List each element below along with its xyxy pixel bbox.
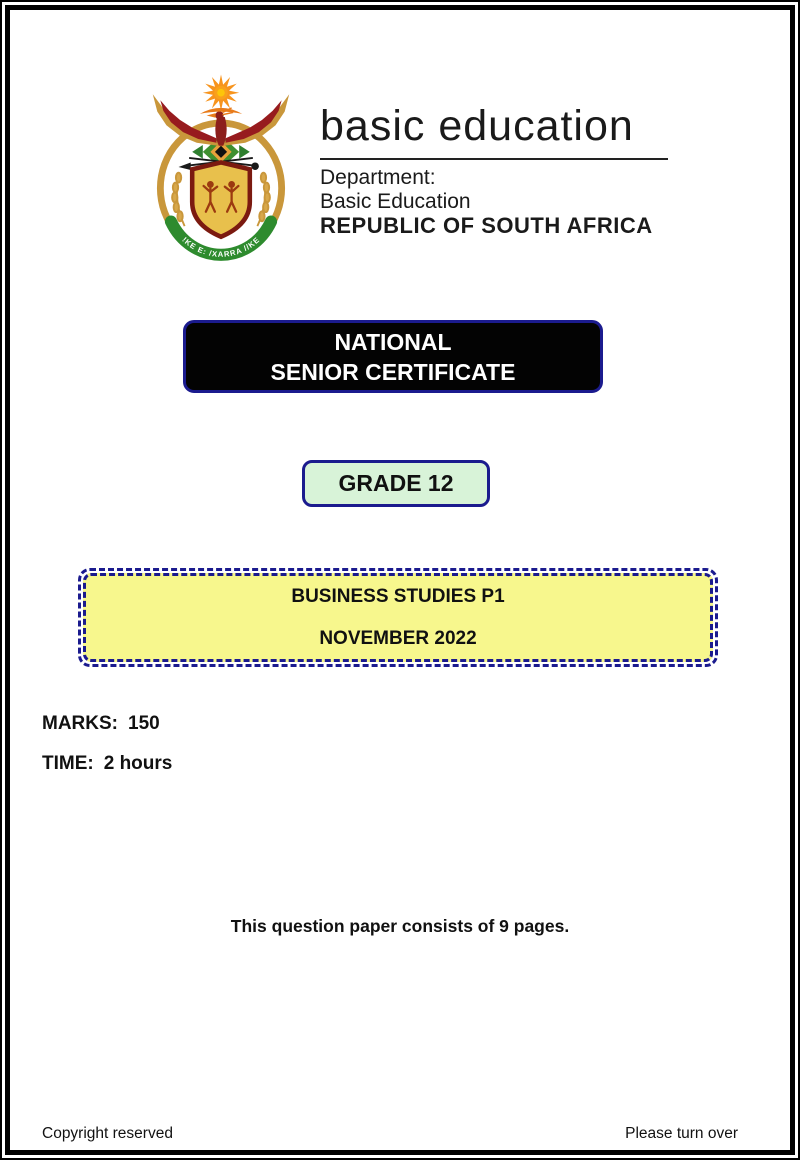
- wordmark: basic education: [320, 102, 634, 150]
- marks-value: 150: [128, 713, 160, 734]
- page-border-inner: [5, 5, 795, 1155]
- certificate-title-line2: SENIOR CERTIFICATE: [270, 358, 516, 385]
- footer-copyright: Copyright reserved: [42, 1125, 173, 1142]
- time-value: 2 hours: [103, 753, 173, 774]
- coat-of-arms-emblem: [145, 73, 297, 261]
- marks-label: MARKS:: [42, 713, 118, 734]
- department-line2: Basic Education: [320, 190, 471, 213]
- subject-banner-inner: [83, 573, 713, 662]
- wordmark-rule: [320, 158, 668, 160]
- time-line: [42, 753, 172, 775]
- logo-text-block: [320, 102, 680, 238]
- department-line3: REPUBLIC OF SOUTH AFRICA: [320, 213, 653, 238]
- sun-icon: [200, 75, 242, 114]
- emblem-motto: !KE E: /XARRA //KE: [180, 235, 262, 259]
- certificate-title-line1: NATIONAL: [334, 328, 452, 355]
- subject-title: BUSINESS STUDIES P1: [291, 585, 505, 607]
- grade-label: GRADE 12: [338, 470, 454, 496]
- shield-icon: [192, 162, 250, 236]
- certificate-title-banner: [183, 320, 603, 393]
- grade-badge: [302, 460, 490, 507]
- department-line1: Department:: [320, 166, 436, 189]
- footer-turn-over: Please turn over: [625, 1125, 738, 1142]
- subject-session: NOVEMBER 2022: [319, 627, 477, 649]
- marks-line: [42, 713, 160, 735]
- page-count-note: This question paper consists of 9 pages.: [230, 916, 570, 936]
- time-label: TIME:: [42, 753, 94, 774]
- subject-banner: [78, 568, 718, 667]
